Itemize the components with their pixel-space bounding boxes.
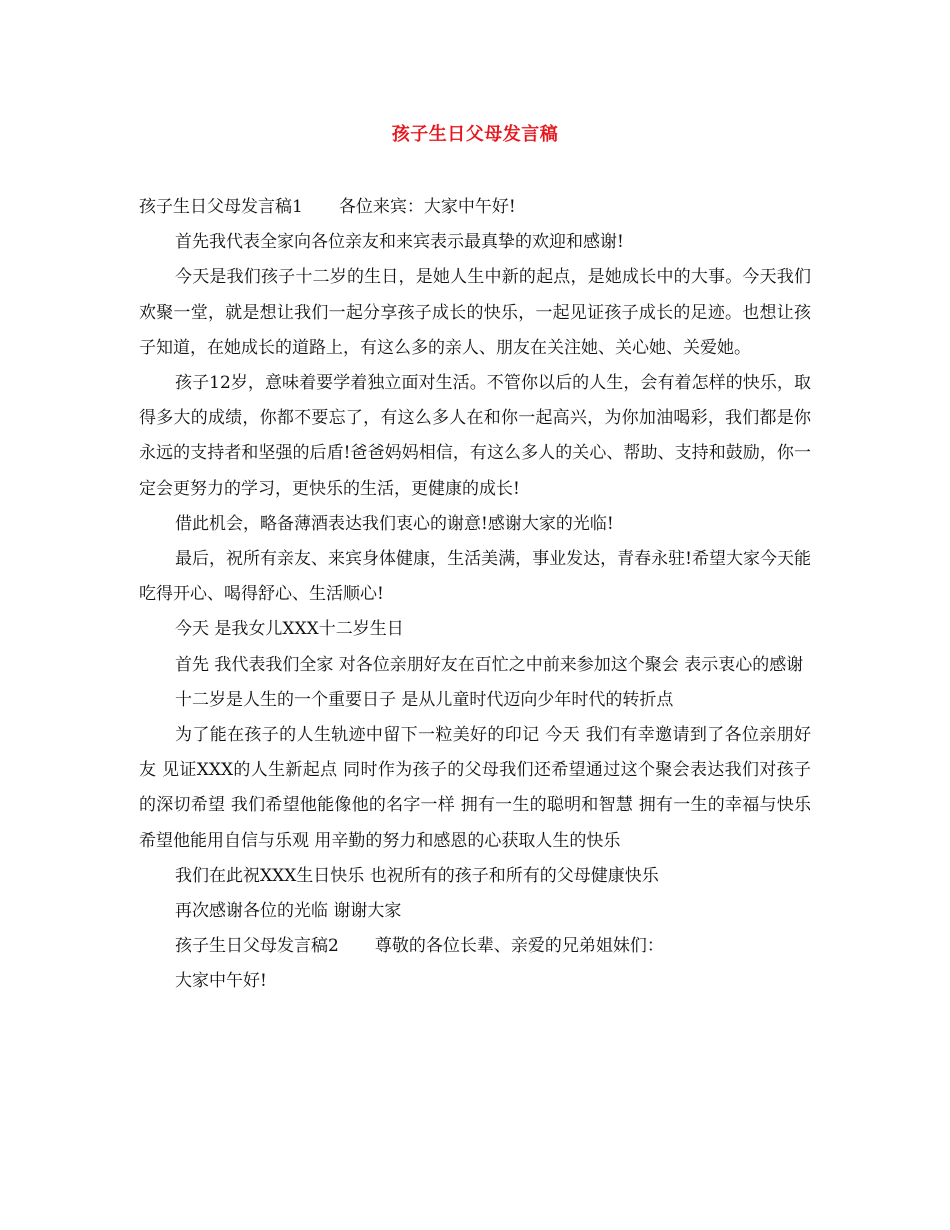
section-label: 孩子生日父母发言稿1 — [139, 197, 303, 217]
paragraph: 首先我代表全家向各位亲友和来宾表示最真挚的欢迎和感谢! — [175, 232, 624, 253]
paragraph: 最后，祝所有亲友、来宾身体健康，生活美满，事业发达，青春永驻!希望大家今天能吃得开心、喝得舒心、生活顺心! — [139, 549, 811, 605]
section-heading-1 — [139, 190, 811, 225]
paragraph: 大家中午好! — [175, 971, 267, 992]
section-heading-2 — [139, 929, 811, 964]
greeting-text: 各位来宾：大家中午好! — [338, 197, 516, 217]
document-body — [139, 190, 811, 1000]
paragraph: 首先 我代表我们全家 对各位亲朋好友在百忙之中前来参加这个聚会 表示衷心的感谢 — [175, 654, 804, 675]
document-title: 孩子生日父母发言稿 — [391, 124, 559, 145]
paragraph: 孩子12岁，意味着要学着独立面对生活。不管你以后的人生，会有着怎样的快乐，取得多大的成绩，你都不要忘了，有这么多人在和你一起高兴，为你加油喝彩，我们都是你永远的支持者和坚强的后盾!爸爸妈妈相信，有这么多人的关心、帮助、支持和鼓励，你一定会更努力的学习，更快乐的生活，更健康的成长! — [139, 373, 811, 499]
section-label: 孩子生日父母发言稿2 — [175, 936, 339, 957]
paragraph: 再次感谢各位的光临 谢谢大家 — [175, 901, 402, 922]
paragraph: 今天是我们孩子十二岁的生日，是她人生中新的起点，是她成长中的大事。今天我们欢聚一堂，就是想让我们一起分享孩子成长的快乐，一起见证孩子成长的足迹。也想让孩子知道，在她成长的道路上，有这么多的亲人、朋友在关注她、关心她、关爱她。 — [139, 267, 811, 358]
paragraph: 十二岁是人生的一个重要日子 是从儿童时代迈向少年时代的转折点 — [175, 689, 674, 710]
paragraph: 为了能在孩子的人生轨迹中留下一粒美好的印记 今天 我们有幸邀请到了各位亲朋好友 见证XXX的人生新起点 同时作为孩子的父母我们还希望通过这个聚会表达我们对孩子的深切希望 我们希望他能像他的名字一样 拥有一生的聪明和智慧 拥有一生的幸福与快乐希望他能用自信与乐观 用辛勤的努力和感恩的心获取人生的快乐 — [139, 725, 811, 851]
greeting-text: 尊敬的各位长辈、亲爱的兄弟姐妹们： — [374, 936, 664, 957]
paragraph: 今天 是我女儿XXX十二岁生日 — [175, 619, 404, 640]
paragraph: 我们在此祝XXX生日快乐 也祝所有的孩子和所有的父母健康快乐 — [175, 865, 659, 886]
paragraph: 借此机会，略备薄酒表达我们衷心的谢意!感谢大家的光临! — [175, 513, 614, 534]
